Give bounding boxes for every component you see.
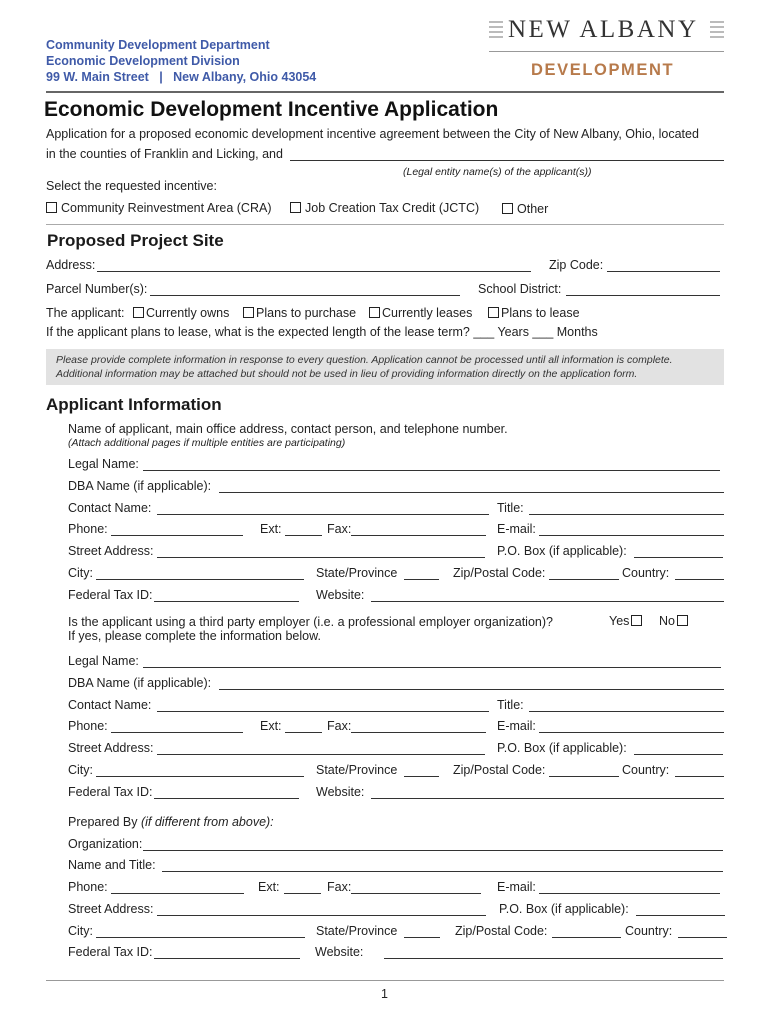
contact-label: Contact Name: xyxy=(68,501,152,515)
prep-fax-label: Fax: xyxy=(327,880,352,894)
section-rule xyxy=(46,224,724,225)
prepared-by-label xyxy=(68,815,274,829)
lease-checkbox[interactable] xyxy=(488,306,580,320)
pe-legal-name-input[interactable] xyxy=(143,667,721,668)
pe-taxid-input[interactable] xyxy=(154,798,299,799)
prep-phone-input[interactable] xyxy=(111,893,244,894)
contact-input[interactable] xyxy=(157,514,489,515)
prep-email-label: E-mail: xyxy=(497,880,536,894)
prep-website-input[interactable] xyxy=(384,958,723,959)
postal-input[interactable] xyxy=(549,579,619,580)
logo-subtitle: DEVELOPMENT xyxy=(531,61,675,79)
legal-entity-input[interactable] xyxy=(290,160,724,161)
checkbox-icon[interactable] xyxy=(502,203,513,214)
city-label: City: xyxy=(68,566,93,580)
pe-pobox-label: P.O. Box (if applicable): xyxy=(497,741,627,755)
jctc-label: Job Creation Tax Credit (JCTC) xyxy=(305,201,480,215)
country-input[interactable] xyxy=(675,579,724,580)
pobox-label: P.O. Box (if applicable): xyxy=(497,544,627,558)
pe-country-input[interactable] xyxy=(675,776,724,777)
address-label: Address: xyxy=(46,258,96,272)
prep-street-input[interactable] xyxy=(157,915,486,916)
pe-website-label: Website: xyxy=(316,785,365,799)
footer-rule xyxy=(46,980,724,981)
website-input[interactable] xyxy=(371,601,724,602)
leases-label: Currently leases xyxy=(382,306,473,320)
division-name: Economic Development Division xyxy=(46,54,240,68)
logo-divider xyxy=(489,51,724,52)
taxid-label: Federal Tax ID: xyxy=(68,588,153,602)
prepared-by-note: (if different from above): xyxy=(140,815,274,829)
logo-wordmark: NEW ALBANY xyxy=(508,16,699,43)
applicant-subheading: Name of applicant, main office address, contact person, and telephone number. xyxy=(68,422,508,436)
third-party-instruction: If yes, please complete the information below. xyxy=(68,629,321,643)
purchase-checkbox[interactable] xyxy=(243,306,356,320)
organization-input[interactable] xyxy=(143,850,723,851)
cra-checkbox[interactable] xyxy=(46,201,271,215)
phone-input[interactable] xyxy=(111,535,243,536)
prep-website-label: Website: xyxy=(315,945,364,959)
pe-street-input[interactable] xyxy=(157,754,485,755)
zip-label: Zip Code: xyxy=(549,258,604,272)
prep-fax-input[interactable] xyxy=(351,893,481,894)
prep-taxid-input[interactable] xyxy=(154,958,300,959)
state-input[interactable] xyxy=(404,579,439,580)
pe-phone-input[interactable] xyxy=(111,732,243,733)
dba-label: DBA Name (if applicable): xyxy=(68,479,212,493)
pe-phone-label: Phone: xyxy=(68,719,108,733)
checkbox-icon[interactable] xyxy=(133,307,144,318)
checkbox-icon[interactable] xyxy=(243,307,254,318)
prep-pobox-label: P.O. Box (if applicable): xyxy=(499,902,629,916)
page-title: Economic Development Incentive Application xyxy=(44,98,499,121)
prep-ext-label: Ext: xyxy=(258,880,280,894)
yes-label: Yes xyxy=(609,614,630,628)
leases-checkbox[interactable] xyxy=(369,306,472,320)
prep-ext-input[interactable] xyxy=(284,893,321,894)
street-label: Street Address: xyxy=(68,544,154,558)
pe-postal-label: Zip/Postal Code: xyxy=(453,763,546,777)
fax-label: Fax: xyxy=(327,522,352,536)
page-number: 1 xyxy=(381,987,388,1001)
prep-street-label: Street Address: xyxy=(68,902,154,916)
title-rule-top xyxy=(46,91,724,93)
checkbox-icon[interactable] xyxy=(488,307,499,318)
pe-country-label: Country: xyxy=(622,763,670,777)
prep-postal-input[interactable] xyxy=(552,937,621,938)
website-label: Website: xyxy=(316,588,365,602)
logo-bars-left-icon xyxy=(489,21,503,41)
ext-input[interactable] xyxy=(285,535,322,536)
pe-state-label: State/Province xyxy=(316,763,398,777)
legal-name-input[interactable] xyxy=(143,470,720,471)
cra-label: Community Reinvestment Area (CRA) xyxy=(61,201,272,215)
notice-line-1: Please provide complete information in response to every question. Application cannot be processed until all information is complete. xyxy=(56,354,673,366)
prep-city-input[interactable] xyxy=(96,937,305,938)
fax-input[interactable] xyxy=(351,535,486,536)
phone-label: Phone: xyxy=(68,522,108,536)
checkbox-icon[interactable] xyxy=(631,615,642,626)
prep-country-label: Country: xyxy=(625,924,673,938)
pe-title-input[interactable] xyxy=(529,711,724,712)
dept-address: 99 W. Main Street | New Albany, Ohio 43054 xyxy=(46,70,317,84)
pe-ext-input[interactable] xyxy=(285,732,322,733)
pe-title-label: Title: xyxy=(497,698,524,712)
pe-contact-label: Contact Name: xyxy=(68,698,152,712)
pe-state-input[interactable] xyxy=(404,776,439,777)
email-label: E-mail: xyxy=(497,522,536,536)
third-party-question: Is the applicant using a third party employer (i.e. a professional employer organization)? xyxy=(68,615,553,629)
ext-label: Ext: xyxy=(260,522,282,536)
pobox-input[interactable] xyxy=(634,557,723,558)
legal-name-label: Legal Name: xyxy=(68,457,139,471)
prep-pobox-input[interactable] xyxy=(636,915,725,916)
postal-label: Zip/Postal Code: xyxy=(453,566,546,580)
dept-name: Community Development Department xyxy=(46,38,270,52)
no-label: No xyxy=(659,614,675,628)
other-checkbox[interactable] xyxy=(502,202,548,216)
school-label: School District: xyxy=(478,282,562,296)
zip-input[interactable] xyxy=(607,271,720,272)
owns-checkbox[interactable] xyxy=(133,306,229,320)
intro-line-2: in the counties of Franklin and Licking, and xyxy=(46,147,283,161)
applicant-heading: Applicant Information xyxy=(46,395,222,414)
notice-line-2: Additional information may be attached but should not be used in lieu of providing information directly on the application form. xyxy=(56,368,638,380)
checkbox-icon[interactable] xyxy=(369,307,380,318)
other-label: Other xyxy=(517,202,549,216)
prep-postal-label: Zip/Postal Code: xyxy=(455,924,548,938)
owns-label: Currently owns xyxy=(146,306,230,320)
checkbox-icon[interactable] xyxy=(46,202,57,213)
lease-label: Plans to lease xyxy=(501,306,580,320)
notice-box xyxy=(46,349,724,385)
street-input[interactable] xyxy=(157,557,485,558)
pe-city-label: City: xyxy=(68,763,93,777)
select-incentive-label: Select the requested incentive: xyxy=(46,179,217,193)
prep-email-input[interactable] xyxy=(539,893,720,894)
applicant-status-label: The applicant: xyxy=(46,306,125,320)
pe-contact-input[interactable] xyxy=(157,711,489,712)
intro-line-1: Application for a proposed economic development incentive agreement between the City of New Albany, Ohio, located xyxy=(46,127,699,141)
pe-website-input[interactable] xyxy=(371,798,724,799)
parcel-input[interactable] xyxy=(150,295,460,296)
country-label: Country: xyxy=(622,566,670,580)
organization-label: Organization: xyxy=(68,837,143,851)
lease-term-question: If the applicant plans to lease, what is the expected length of the lease term? ___ Years ___ Months xyxy=(46,325,598,339)
address-input[interactable] xyxy=(97,271,531,272)
prep-state-label: State/Province xyxy=(316,924,398,938)
pe-city-input[interactable] xyxy=(96,776,304,777)
pe-postal-input[interactable] xyxy=(549,776,619,777)
prep-country-input[interactable] xyxy=(678,937,727,938)
dba-input[interactable] xyxy=(219,492,724,493)
purchase-label: Plans to purchase xyxy=(256,306,357,320)
pe-email-input[interactable] xyxy=(539,732,724,733)
prep-city-label: City: xyxy=(68,924,93,938)
pe-pobox-input[interactable] xyxy=(634,754,723,755)
jctc-checkbox[interactable] xyxy=(290,201,479,215)
name-title-input[interactable] xyxy=(162,871,723,872)
yes-checkbox[interactable] xyxy=(609,614,646,628)
legal-entity-caption: (Legal entity name(s) of the applicant(s)) xyxy=(403,166,592,178)
pe-email-label: E-mail: xyxy=(497,719,536,733)
taxid-input[interactable] xyxy=(154,601,299,602)
title-input[interactable] xyxy=(529,514,724,515)
name-title-label: Name and Title: xyxy=(68,858,156,872)
no-checkbox[interactable] xyxy=(659,614,692,628)
prep-taxid-label: Federal Tax ID: xyxy=(68,945,153,959)
checkbox-icon[interactable] xyxy=(677,615,688,626)
applicant-subnote: (Attach additional pages if multiple entities are participating) xyxy=(68,437,346,449)
parcel-label: Parcel Number(s): xyxy=(46,282,148,296)
state-label: State/Province xyxy=(316,566,398,580)
school-input[interactable] xyxy=(566,295,720,296)
prepared-by-text: Prepared By xyxy=(68,815,138,829)
pe-dba-input[interactable] xyxy=(219,689,724,690)
project-site-heading: Proposed Project Site xyxy=(47,231,224,250)
prep-state-input[interactable] xyxy=(404,937,440,938)
pe-dba-label: DBA Name (if applicable): xyxy=(68,676,212,690)
city-input[interactable] xyxy=(96,579,304,580)
checkbox-icon[interactable] xyxy=(290,202,301,213)
pe-ext-label: Ext: xyxy=(260,719,282,733)
logo-bars-right-icon xyxy=(710,21,724,41)
pe-fax-input[interactable] xyxy=(351,732,486,733)
title-label: Title: xyxy=(497,501,524,515)
pe-taxid-label: Federal Tax ID: xyxy=(68,785,153,799)
email-input[interactable] xyxy=(539,535,724,536)
pe-fax-label: Fax: xyxy=(327,719,352,733)
prep-phone-label: Phone: xyxy=(68,880,108,894)
pe-street-label: Street Address: xyxy=(68,741,154,755)
pe-legal-name-label: Legal Name: xyxy=(68,654,139,668)
